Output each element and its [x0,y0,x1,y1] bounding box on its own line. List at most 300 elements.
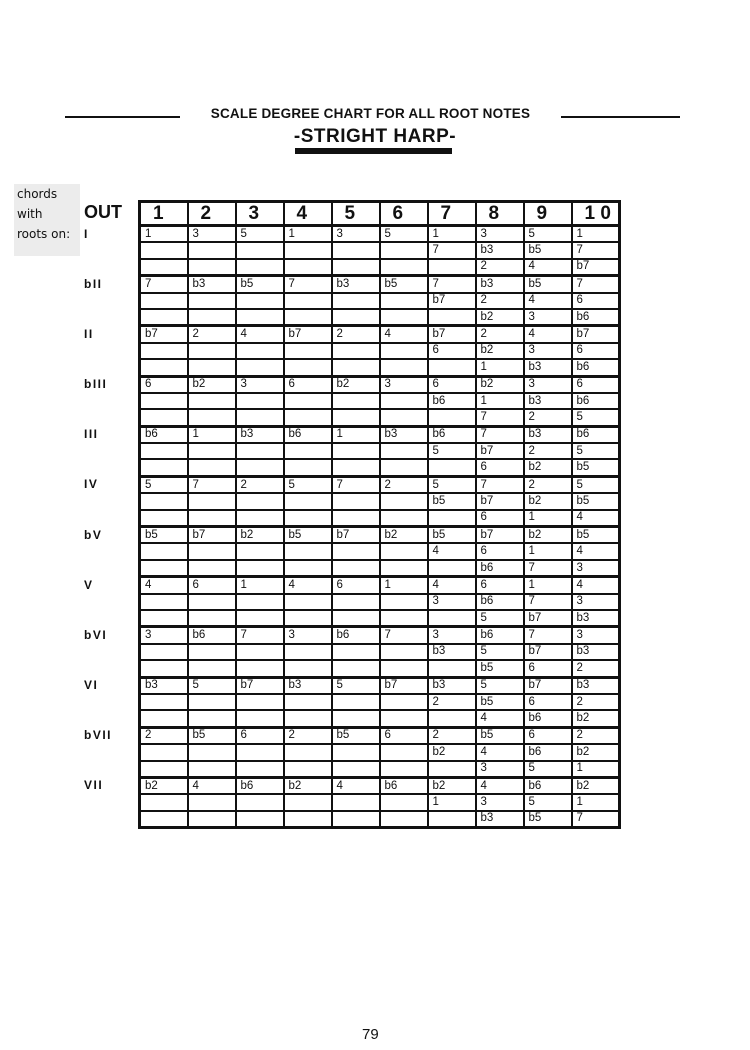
degree-cell: 2 [380,476,428,493]
degree-cell: 3 [524,376,572,393]
degree-cell: 5 [572,476,620,493]
degree-cell [236,710,284,727]
chart-title: SCALE DEGREE CHART FOR ALL ROOT NOTES [210,106,531,121]
degree-cell: 4 [476,710,524,727]
degree-cell: b6 [428,393,476,409]
degree-cell: b6 [524,710,572,727]
degree-cell: 6 [188,577,236,594]
degree-cell [188,560,236,577]
degree-cell: 1 [188,426,236,443]
degree-row [140,777,620,794]
degree-cell: b2 [332,376,380,393]
degree-cell [284,744,332,760]
degree-cell [380,560,428,577]
degree-cell [380,510,428,527]
degree-cell: b7 [284,326,332,343]
hole-header: 4 [284,202,332,226]
hole-header: 8 [476,202,524,226]
degree-cell: 6 [572,376,620,393]
degree-cell: b3 [572,610,620,627]
degree-cell: 7 [236,627,284,644]
degree-cell: 2 [524,409,572,426]
degree-cell [284,393,332,409]
degree-cell: 4 [428,577,476,594]
degree-cell [236,610,284,627]
degree-row [140,226,620,243]
degree-cell [188,343,236,359]
degree-cell: b6 [476,560,524,577]
degree-cell: 7 [524,560,572,577]
root-label: bVI [84,627,108,642]
degree-cell [380,493,428,509]
root-label: bII [84,276,103,291]
degree-cell: b3 [380,426,428,443]
degree-cell: 7 [380,627,428,644]
degree-cell: b5 [140,527,188,544]
degree-cell: 7 [572,276,620,293]
degree-cell: 6 [428,343,476,359]
degree-cell [332,594,380,610]
degree-cell [236,259,284,276]
degree-cell: b5 [476,694,524,710]
degree-cell [332,794,380,810]
degree-cell: 3 [332,226,380,243]
degree-cell: 7 [524,627,572,644]
degree-cell: 3 [572,594,620,610]
degree-cell: 4 [284,577,332,594]
degree-cell [236,309,284,326]
degree-cell [332,811,380,828]
degree-row [140,527,620,544]
degree-cell [380,359,428,376]
degree-row [140,577,620,594]
degree-cell [284,811,332,828]
degree-cell: 7 [476,476,524,493]
degree-cell [332,409,380,426]
degree-cell: b3 [428,644,476,660]
degree-cell: b6 [284,426,332,443]
degree-cell: b6 [524,744,572,760]
hole-header: 2 [188,202,236,226]
degree-cell [332,259,380,276]
degree-cell [428,811,476,828]
degree-cell: 6 [572,293,620,309]
degree-cell: 7 [476,409,524,426]
degree-cell [428,510,476,527]
degree-cell: 6 [428,376,476,393]
degree-cell [332,359,380,376]
degree-row [140,459,620,476]
degree-row [140,694,620,710]
degree-cell [332,644,380,660]
degree-cell [188,710,236,727]
degree-cell [140,493,188,509]
degree-cell: 7 [332,476,380,493]
root-label: bV [84,527,103,542]
degree-cell [380,259,428,276]
degree-cell [188,409,236,426]
degree-cell [284,459,332,476]
degree-cell: 3 [428,627,476,644]
side-note [14,184,80,256]
degree-cell [332,710,380,727]
degree-cell [140,660,188,677]
degree-cell [380,811,428,828]
degree-cell: b6 [428,426,476,443]
degree-cell [140,794,188,810]
degree-cell [140,811,188,828]
degree-cell [140,510,188,527]
hole-header: 1 [140,202,188,226]
degree-cell [140,594,188,610]
degree-cell: b5 [524,276,572,293]
root-label: bIII [84,377,108,392]
degree-cell [428,359,476,376]
degree-cell: 7 [428,242,476,258]
degree-cell: b7 [188,527,236,544]
degree-cell [140,242,188,258]
degree-cell [380,694,428,710]
degree-cell: 3 [380,376,428,393]
degree-cell [284,293,332,309]
degree-cell: b3 [284,677,332,694]
degree-row [140,343,620,359]
degree-cell: b3 [476,242,524,258]
degree-row [140,293,620,309]
degree-cell: 1 [476,393,524,409]
degree-cell [428,660,476,677]
degree-cell: b6 [140,426,188,443]
degree-cell [188,794,236,810]
degree-cell [380,343,428,359]
degree-cell [188,744,236,760]
degree-cell [284,694,332,710]
degree-row [140,510,620,527]
degree-cell [332,459,380,476]
degree-cell: 5 [428,476,476,493]
degree-cell: 3 [188,226,236,243]
degree-cell: b7 [524,644,572,660]
degree-cell: 5 [428,443,476,459]
degree-cell [332,660,380,677]
degree-cell: 5 [332,677,380,694]
degree-cell [284,359,332,376]
degree-cell [332,610,380,627]
degree-cell: b3 [476,811,524,828]
degree-cell: 4 [572,510,620,527]
degree-cell: 4 [572,577,620,594]
degree-cell: 3 [572,627,620,644]
title-rule-right [561,116,680,118]
degree-cell [140,443,188,459]
degree-cell: 4 [524,259,572,276]
degree-row [140,476,620,493]
degree-cell: b5 [572,493,620,509]
degree-cell: b2 [524,459,572,476]
degree-cell [332,560,380,577]
hole-header: 3 [236,202,284,226]
degree-cell [188,660,236,677]
degree-cell: 2 [524,443,572,459]
side-note-line: with [17,207,43,221]
hole-header: 5 [332,202,380,226]
degree-cell [236,660,284,677]
degree-cell: 2 [332,326,380,343]
degree-cell: 1 [476,359,524,376]
degree-cell [284,610,332,627]
degree-cell [332,493,380,509]
degree-cell: 1 [572,794,620,810]
degree-cell: 7 [284,276,332,293]
degree-cell: 1 [140,226,188,243]
degree-cell: 7 [572,811,620,828]
degree-cell: b7 [428,326,476,343]
degree-cell: b5 [524,811,572,828]
degree-cell: b5 [332,727,380,744]
degree-row [140,242,620,258]
degree-cell: 1 [284,226,332,243]
degree-cell: 2 [476,326,524,343]
degree-cell: 3 [236,376,284,393]
degree-cell [380,443,428,459]
degree-cell [332,510,380,527]
degree-cell [380,309,428,326]
degree-cell: 6 [476,459,524,476]
degree-row [140,543,620,559]
degree-cell: 7 [188,476,236,493]
degree-cell: 5 [572,443,620,459]
degree-cell [284,660,332,677]
degree-cell [236,409,284,426]
degree-cell: 5 [476,644,524,660]
degree-cell: 6 [332,577,380,594]
degree-cell [236,694,284,710]
degree-cell [284,594,332,610]
degree-cell: 6 [476,510,524,527]
subtitle-underline [295,148,452,154]
degree-cell: b5 [572,459,620,476]
degree-cell: b7 [332,527,380,544]
degree-cell [332,393,380,409]
degree-cell: 3 [524,309,572,326]
degree-cell: 6 [140,376,188,393]
degree-cell: b2 [476,309,524,326]
degree-cell: 2 [476,259,524,276]
degree-cell: 2 [140,727,188,744]
degree-cell: 3 [428,594,476,610]
degree-cell [332,761,380,778]
degree-row [140,259,620,276]
degree-row [140,644,620,660]
degree-cell: 7 [524,594,572,610]
degree-cell: 7 [476,426,524,443]
degree-cell: 3 [572,560,620,577]
degree-cell [140,710,188,727]
root-label: II [84,326,94,341]
degree-cell [236,744,284,760]
degree-cell: b5 [524,242,572,258]
hole-header: 9 [524,202,572,226]
degree-cell: b2 [476,376,524,393]
degree-cell: b6 [524,777,572,794]
degree-cell: b5 [428,493,476,509]
degree-cell: b3 [140,677,188,694]
root-label: bVII [84,728,113,743]
degree-cell [380,644,428,660]
degree-cell [140,359,188,376]
degree-cell: b7 [476,443,524,459]
degree-cell [188,811,236,828]
degree-row [140,493,620,509]
degree-cell [140,744,188,760]
degree-cell [284,309,332,326]
degree-cell: 2 [524,476,572,493]
degree-cell: 7 [572,242,620,258]
degree-cell [140,409,188,426]
degree-cell [188,543,236,559]
degree-cell [428,610,476,627]
degree-cell [188,259,236,276]
degree-row [140,426,620,443]
degree-cell: 3 [476,794,524,810]
degree-cell: b2 [428,744,476,760]
degree-cell: 5 [284,476,332,493]
degree-cell: b2 [284,777,332,794]
degree-cell: b2 [428,777,476,794]
degree-cell: 6 [476,577,524,594]
degree-cell [140,644,188,660]
degree-cell: b2 [476,343,524,359]
degree-cell [236,393,284,409]
degree-cell [284,259,332,276]
degree-cell [140,543,188,559]
degree-cell: 5 [140,476,188,493]
degree-cell: 2 [428,727,476,744]
degree-row [140,560,620,577]
hole-header: 7 [428,202,476,226]
degree-cell [428,309,476,326]
degree-cell: 5 [524,761,572,778]
degree-cell [236,644,284,660]
degree-cell: 6 [524,694,572,710]
degree-cell [332,343,380,359]
degree-cell [380,293,428,309]
degree-cell: b3 [476,276,524,293]
degree-cell [284,443,332,459]
degree-cell [188,594,236,610]
degree-cell: b7 [140,326,188,343]
degree-cell: b5 [236,276,284,293]
degree-cell: b2 [188,376,236,393]
degree-cell: b2 [236,527,284,544]
degree-cell: 2 [284,727,332,744]
degree-row [140,794,620,810]
degree-cell: b2 [572,710,620,727]
degree-cell [332,242,380,258]
degree-cell [188,293,236,309]
degree-cell [236,543,284,559]
degree-cell [380,393,428,409]
degree-cell [380,794,428,810]
degree-cell [140,293,188,309]
degree-cell: 4 [476,744,524,760]
degree-cell: 6 [284,376,332,393]
degree-cell: 5 [476,610,524,627]
out-label: OUT [84,202,122,222]
degree-cell: b3 [572,677,620,694]
degree-cell: b6 [572,426,620,443]
degree-cell: 6 [572,343,620,359]
degree-cell: 3 [524,343,572,359]
degree-cell: b3 [428,677,476,694]
degree-cell: 3 [284,627,332,644]
degree-cell: b7 [380,677,428,694]
degree-cell: b5 [572,527,620,544]
degree-cell: 7 [428,276,476,293]
degree-cell [380,610,428,627]
degree-cell: b6 [572,393,620,409]
root-label: V [84,577,94,592]
degree-cell: 1 [524,510,572,527]
degree-cell [428,710,476,727]
degree-cell [428,459,476,476]
degree-cell [140,309,188,326]
chart-title-bar [65,106,680,126]
degree-cell [188,242,236,258]
degree-cell [236,761,284,778]
side-note-line: chords [17,187,58,201]
degree-row [140,393,620,409]
root-label: VII [84,778,104,793]
degree-cell: 2 [188,326,236,343]
degree-cell [332,293,380,309]
degree-cell: 4 [140,577,188,594]
degree-cell: 7 [140,276,188,293]
degree-cell: 2 [236,476,284,493]
degree-cell: 4 [236,326,284,343]
degree-cell [284,543,332,559]
side-note-line: roots on: [17,227,71,241]
hole-header-row [140,202,620,226]
degree-cell [284,510,332,527]
degree-cell [140,761,188,778]
degree-cell: b2 [572,777,620,794]
degree-cell: 4 [524,293,572,309]
degree-cell [380,660,428,677]
degree-cell [428,409,476,426]
degree-cell: 6 [524,660,572,677]
degree-cell: 4 [476,777,524,794]
degree-cell [236,493,284,509]
degree-cell: b3 [524,393,572,409]
degree-cell [236,459,284,476]
degree-cell: 1 [332,426,380,443]
degree-cell [188,309,236,326]
degree-cell [284,409,332,426]
degree-cell: b3 [236,426,284,443]
degree-cell: b5 [284,527,332,544]
degree-cell: b7 [524,677,572,694]
degree-row [140,744,620,760]
degree-cell [188,443,236,459]
degree-cell: b6 [188,627,236,644]
degree-row [140,761,620,778]
degree-cell [332,744,380,760]
root-label: IV [84,477,99,492]
page-number: 79 [362,1026,379,1043]
degree-cell [236,359,284,376]
degree-cell: b6 [476,594,524,610]
